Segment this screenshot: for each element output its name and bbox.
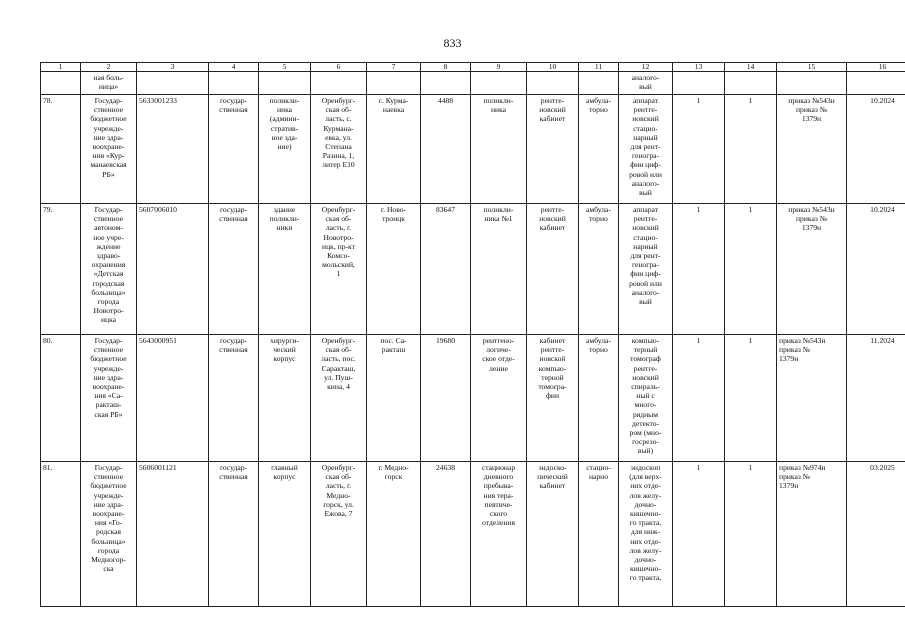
cell-date: 03.2025 — [847, 462, 905, 607]
cell-care-form: амбула- торно — [579, 95, 619, 204]
cell-unit: поликли- ника №1 — [471, 204, 527, 335]
cell-order: приказ №974н приказ № 1379н — [777, 462, 847, 607]
table-row — [41, 462, 905, 607]
cell-quantity: 1 — [673, 95, 725, 204]
cell-building: главный корпус — [259, 462, 311, 607]
cell-room: кабинет рентге- новской компью- терной томогра- фии — [527, 335, 579, 462]
cell-quantity: 1 — [725, 204, 777, 335]
cell-organization: ная боль- ница» — [81, 72, 137, 95]
cell-date: 10.2024 — [847, 95, 905, 204]
column-number: 14 — [725, 63, 777, 72]
column-number: 4 — [209, 63, 259, 72]
cell-care-form: амбула- торно — [579, 204, 619, 335]
cell-quantity: 1 — [725, 462, 777, 607]
cell-row-number: 80. — [41, 335, 81, 462]
cell-order: приказ №543н приказ № 1379н — [777, 204, 847, 335]
cell-order: приказ №543н приказ № 1379н — [777, 335, 847, 462]
cell-equipment: компью- терный томограф рентге- новский спираль- ный с много- рядным детекто- ром (мно- госрезо- вый) — [619, 335, 673, 462]
column-number: 3 — [137, 63, 209, 72]
column-number: 10 — [527, 63, 579, 72]
equipment-table — [40, 62, 905, 607]
cell-unit: поликли- ника — [471, 95, 527, 204]
column-number: 16 — [847, 63, 905, 72]
cell-care-form: стацио- нарно — [579, 462, 619, 607]
cell-organization: Государ- ственное автоном- ное учре- ждение здраво- охранения «Детская городская больница» города Новотро- ицка — [81, 204, 137, 335]
column-number: 1 — [41, 63, 81, 72]
cell-quantity: 1 — [673, 335, 725, 462]
continuation-row — [41, 72, 905, 95]
cell-building: поликли- ника (админи- стратив- ное зда- ние) — [259, 95, 311, 204]
cell-ownership: государ- ственная — [209, 335, 259, 462]
cell-row-number: 81. — [41, 462, 81, 607]
cell-date: 10.2024 — [847, 204, 905, 335]
cell-row-number: 79. — [41, 204, 81, 335]
cell-row-number: 78. — [41, 95, 81, 204]
cell-settlement: г. Ново- троицк — [367, 204, 421, 335]
column-number: 9 — [471, 63, 527, 72]
cell-equipment: аппарат рентге- новский стацио- нарный для рент- геногра- фии циф- ровой или аналого- вый — [619, 204, 673, 335]
cell-equipment: аппарат рентге- новский стацио- нарный для рент- геногра- фии циф- ровой или аналого- вый — [619, 95, 673, 204]
cell-population: 4488 — [421, 95, 471, 204]
page-number: 833 — [443, 36, 462, 50]
column-number: 7 — [367, 63, 421, 72]
cell-quantity: 1 — [725, 335, 777, 462]
column-number: 15 — [777, 63, 847, 72]
cell-room: эндоско- пический кабинет — [527, 462, 579, 607]
cell-population: 83647 — [421, 204, 471, 335]
cell-code: 5633001233 — [137, 95, 209, 204]
column-number-row — [41, 63, 905, 72]
cell-code: 5606001121 — [137, 462, 209, 607]
cell-population: 19680 — [421, 335, 471, 462]
column-number: 6 — [311, 63, 367, 72]
cell-settlement: пос. Са- ракташ — [367, 335, 421, 462]
cell-code: 5607006010 — [137, 204, 209, 335]
cell-organization: Государ- ственное бюджетное учрежде- ние здра- воохране- ния «Са- ракташ- ская РБ» — [81, 335, 137, 462]
cell-address: Оренбург- ская об- ласть, г. Новотро- ицк, пр-кт Комсо- мольский, 1 — [311, 204, 367, 335]
cell-order: приказ №543н приказ № 1379н — [777, 95, 847, 204]
cell-address: Оренбург- ская об- ласть, с. Курмана- евка, ул. Степана Разина, 1, литер Е10 — [311, 95, 367, 204]
cell-settlement: с. Курма- наевка — [367, 95, 421, 204]
cell-quantity: 1 — [673, 204, 725, 335]
cell-organization: Государ- ственное бюджетное учрежде- ние здра- воохране- ния «Кур- манаевская РБ» — [81, 95, 137, 204]
column-number: 5 — [259, 63, 311, 72]
table-row — [41, 335, 905, 462]
cell-equipment: эндоскоп (для верх- них отде- лов желу- дочно- кишечно- го тракта, для ниж- них отде- лов желу- дочно- кишечно- го тракта, — [619, 462, 673, 607]
table-row — [41, 204, 905, 335]
cell-quantity: 1 — [725, 95, 777, 204]
cell-address: Оренбург- ская об- ласть, г. Медно- горск, ул. Ежова, 7 — [311, 462, 367, 607]
cell-unit: стационар дневного пребыва- ния тера- певтиче- ского отделения — [471, 462, 527, 607]
column-number: 11 — [579, 63, 619, 72]
cell-room: рентге- новский кабинет — [527, 95, 579, 204]
column-number: 8 — [421, 63, 471, 72]
cell-organization: Государ- ственное бюджетное учрежде- ние здра- воохране- ния «Го- родская больница» города Медногор- ска — [81, 462, 137, 607]
cell-ownership: государ- ственная — [209, 95, 259, 204]
column-number: 12 — [619, 63, 673, 72]
cell-settlement: г. Медно- горск — [367, 462, 421, 607]
column-number: 2 — [81, 63, 137, 72]
cell-building: хирурги- ческий корпус — [259, 335, 311, 462]
cell-date: 11.2024 — [847, 335, 905, 462]
cell-population: 24638 — [421, 462, 471, 607]
cell-care-form: амбула- торно — [579, 335, 619, 462]
cell-ownership: государ- ственная — [209, 204, 259, 335]
cell-unit: рентгено- логиче- ское отде- ление — [471, 335, 527, 462]
cell-ownership: государ- ственная — [209, 462, 259, 607]
cell-equipment: аналого- вый — [619, 72, 673, 95]
cell-building: здание поликли- ники — [259, 204, 311, 335]
cell-code: 5643000951 — [137, 335, 209, 462]
table-row — [41, 95, 905, 204]
column-number: 13 — [673, 63, 725, 72]
cell-room: рентге- новский кабинет — [527, 204, 579, 335]
cell-quantity: 1 — [673, 462, 725, 607]
cell-address: Оренбург- ская об- ласть, пос. Саракташ, ул. Пуш- кина, 4 — [311, 335, 367, 462]
